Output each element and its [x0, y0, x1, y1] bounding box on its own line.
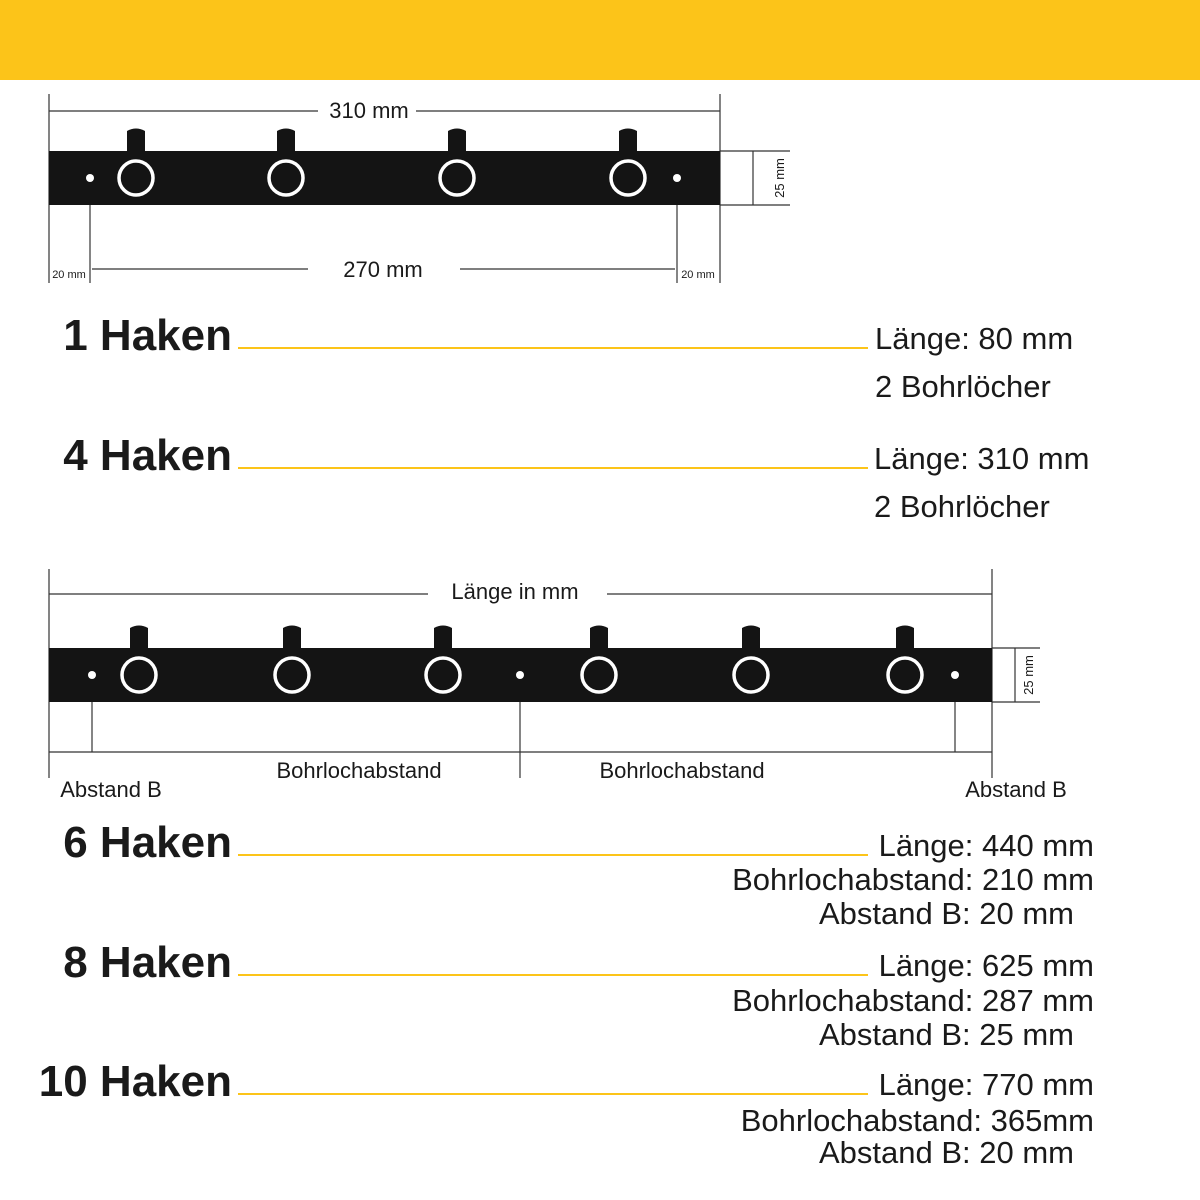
variant-spec-line: Abstand B: 20 mm	[818, 896, 1074, 931]
right-margin-label: 20 mm	[681, 269, 715, 281]
variant-spec-line: Länge: 310 mm	[874, 441, 1090, 476]
variant-spec-line: 2 Bohrlöcher	[874, 489, 1050, 524]
variant-title: 10 Haken	[38, 1057, 232, 1106]
variant-spec-line: Länge: 440 mm	[878, 828, 1094, 863]
variant-spec-line: Bohrlochabstand: 210 mm	[732, 862, 1094, 897]
variant-title: 4 Haken	[63, 431, 232, 480]
variant-spec-line: Bohrlochabstand: 365mm	[740, 1103, 1094, 1138]
mount-hole-left	[88, 671, 96, 679]
left-margin-label: 20 mm	[52, 269, 86, 281]
variant-leader-line	[238, 854, 868, 856]
mount-hole-center	[516, 671, 524, 679]
spacing-label-left: Bohrlochabstand	[276, 758, 442, 783]
mount-hole-right	[951, 671, 959, 679]
variant-title: 1 Haken	[63, 311, 232, 360]
variant-title: 6 Haken	[63, 818, 232, 867]
spacing-label-right: Bohrlochabstand	[599, 758, 765, 783]
length-label: Länge in mm	[451, 579, 579, 604]
variant-spec-line: Bohrlochabstand: 287 mm	[732, 983, 1094, 1018]
variant-leader-line	[238, 974, 868, 976]
margin-label-left: Abstand B	[60, 777, 162, 802]
variant-spec-line: Länge: 80 mm	[875, 321, 1074, 356]
height-label: 25 mm	[1021, 655, 1036, 695]
variant-spec-line: Abstand B: 25 mm	[818, 1017, 1074, 1052]
margin-label-right: Abstand B	[965, 777, 1067, 802]
variant-leader-line	[238, 347, 868, 349]
variant-leader-line	[238, 1093, 868, 1095]
variant-spec-line: 2 Bohrlöcher	[875, 369, 1051, 404]
variant-title: 8 Haken	[63, 938, 232, 987]
variant-spec-line: Länge: 770 mm	[878, 1067, 1094, 1102]
total-length-label: 310 mm	[329, 98, 409, 123]
variant-leader-line	[238, 467, 868, 469]
variant-spec-line: Länge: 625 mm	[878, 948, 1094, 983]
height-label: 25 mm	[772, 158, 787, 198]
hole-span-label: 270 mm	[343, 257, 423, 282]
variant-spec-line: Abstand B: 20 mm	[818, 1135, 1074, 1170]
